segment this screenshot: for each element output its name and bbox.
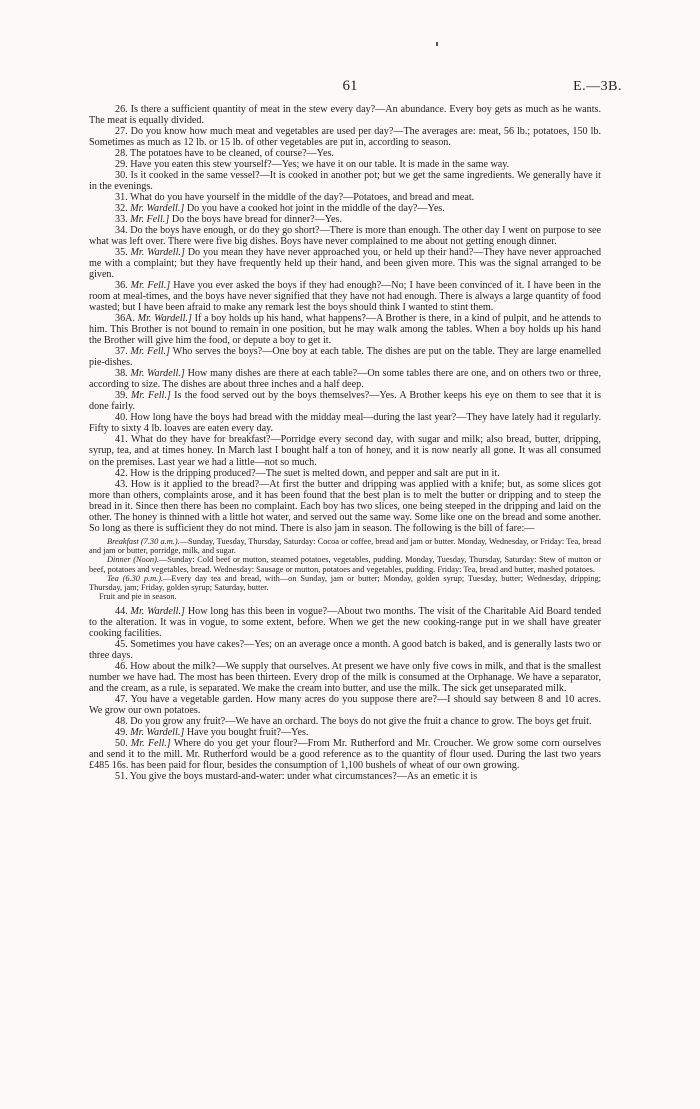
paragraphs-after — [89, 606, 601, 782]
question-number: 48. — [115, 715, 128, 727]
testimony-paragraph — [89, 368, 601, 390]
paragraph-text: Where do you get your flour?—From Mr. Rutherford and Mr. Croucher. We grow some corn ourselves and send it to the mill. Mr. Rutherford would be a good reference as to the quantity of flour used. During the last two years £485 16s. has been paid for flour, besides the consumption of 1,100 bushels of wheat of our own growing. — [89, 737, 602, 771]
question-number: 30. — [115, 170, 128, 182]
question-number: 34. — [115, 225, 128, 237]
bill-note: Fruit and pie in season. — [99, 592, 177, 602]
speaker-name: Mr. Fell.] — [130, 737, 171, 749]
testimony-paragraph — [89, 148, 601, 159]
paragraph-text: What do you have yourself in the middle of the day?—Potatoes, and bread and meat. — [130, 192, 475, 204]
testimony-paragraph — [89, 412, 601, 434]
testimony-paragraph — [89, 247, 601, 280]
bill-of-fare — [89, 537, 601, 602]
speaker-name: Mr. Fell.] — [130, 280, 171, 292]
page-number: 61 — [342, 78, 358, 94]
testimony-paragraph — [89, 727, 601, 738]
paragraph-text: Do you grow any fruit?—We have an orchard. The boys do not give the fruit a chance to grow. The boys get fruit. — [130, 715, 592, 727]
paragraph-text: How many dishes are there at each table?—On some tables there are one, and on others two or three, according to size. The dishes are about three inches and a half deep. — [89, 368, 601, 391]
page-reference: E.—3B. — [573, 79, 622, 94]
question-number: 43. — [115, 478, 128, 490]
paragraph-text: Have you eaten this stew yourself?—Yes; we have it on our table. It is made in the same way. — [130, 159, 510, 171]
question-number: 40. — [115, 412, 128, 424]
question-number: 45. — [115, 638, 128, 650]
speaker-name: Mr. Wardell.] — [130, 247, 185, 259]
meal-text: —Sunday, Tuesday, Thursday, Saturday: Cocoa or coffee, bread and jam or butter. Monday, Wednesday, or Friday: Tea, bread and jam or butter, porridge, milk, and sugar. — [89, 536, 601, 555]
question-number: 44. — [115, 605, 128, 617]
question-number: 49. — [115, 726, 128, 738]
paragraph-text: Is it cooked in the same vessel?—It is cooked in another pot; but we get the same ingredients. We generally have it in the evenings. — [89, 170, 601, 193]
question-number: 35. — [115, 247, 128, 259]
paragraph-text: You give the boys mustard-and-water: under what circumstances?—As an emetic it is — [129, 770, 478, 782]
speaker-name: Mr. Fell.] — [130, 346, 170, 358]
speaker-name: Mr. Fell.] — [130, 390, 171, 402]
testimony-paragraph — [89, 225, 601, 247]
testimony-paragraph — [89, 280, 601, 313]
speaker-name: Mr. Wardell.] — [130, 203, 185, 215]
scan-mark — [436, 42, 438, 46]
meal-label: Breakfast (7.30 a.m.). — [107, 536, 180, 546]
question-number: 46. — [115, 660, 128, 672]
speaker-name: Mr. Fell.] — [130, 214, 170, 226]
paragraph-text: How is it applied to the bread?—At first the butter and dripping was applied with a knife; but, as some slices got more than others, complaints arose, and it has been found that the best plan is to melt the butter or dripping and to steep the bread in it. Since then there has been no complaint. Each boy has two slices, one being steeped in the dripping and laid on the other. The honey is thinned with a little hot water, and served out the same way. Some like one on the bread and some another. So long as there is sufficient they do not mind. There is also jam in season. The following is the bill of fare:— — [89, 478, 601, 534]
testimony-paragraph — [89, 434, 601, 467]
paragraph-text: How long has this been in vogue?—About two months. The visit of the Charitable Aid Board tended to the alteration. It was in vogue, to some extent, before. When we get the new cooking-range put in we shall have greater cooking facilities. — [89, 605, 602, 639]
question-number: 26. — [115, 104, 128, 115]
testimony-paragraph — [89, 192, 601, 203]
paragraph-text: Have you ever asked the boys if they had enough?—No; I have been convinced of it. I have been in the room at meal-times, and the boys have never signified that they have not had enough. There is always a large quantity of food wasted; but I have been afraid to make any remark lest the boys should think I wanted to stint them. — [89, 280, 602, 314]
paragraph-text: Sometimes you have cakes?—Yes; on an average once a month. A good batch is baked, and is generally lasts two or three days. — [89, 638, 602, 661]
paragraph-text: Is there a sufficient quantity of meat in the stew every day?—An abundance. Every boy gets as much as he wants. The meat is equally divided. — [89, 104, 602, 127]
question-number: 36A. — [115, 313, 135, 325]
paragraph-text: Who serves the boys?—One boy at each table. The dishes are put on the table. They are large enamelled pie-dishes. — [89, 346, 601, 369]
testimony-paragraph — [89, 661, 601, 694]
paragraph-text: Do you know how much meat and vegetables are used per day?—The averages are: meat, 56 lb.; potatoes, 150 lb. Sometimes as much as 12 lb. or 15 lb. of other vegetables are put in, according to season. — [89, 126, 602, 149]
paragraph-text: How about the milk?—We supply that ourselves. At present we have only five cows in milk, and that is the smallest number we have had. The most has been thirteen. Every drop of the milk is consumed at the Orphanage. We have a separator, and the cream, as a rule, is separated. We make the cream into butter, and use the milk. The sick get unseparated milk. — [89, 660, 602, 694]
meal-label: Tea (6.30 p.m.). — [107, 573, 164, 583]
question-number: 38. — [115, 368, 128, 380]
meal-text: —Every day tea and bread, with—on Sunday, jam or butter; Monday, golden syrup; Tuesday, butter; Wednesday, dripping; Thursday, jam; Friday, golden syrup; Saturday, butter. — [89, 573, 601, 593]
testimony-paragraph — [89, 313, 601, 346]
paragraph-text: Have you bought fruit?—Yes. — [186, 726, 309, 738]
speaker-name: Mr. Wardell.] — [130, 726, 185, 738]
testimony-paragraph — [89, 771, 601, 782]
testimony-paragraph — [89, 468, 601, 479]
testimony-paragraph — [89, 716, 601, 727]
paragraph-text: Do you have a cooked hot joint in the middle of the day?—Yes. — [186, 203, 445, 215]
question-number: 28. — [115, 148, 128, 160]
meal-label: Dinner (Noon). — [107, 555, 159, 565]
question-number: 41. — [115, 434, 128, 446]
paragraph-text: Do the boys have enough, or do they go short?—There is more than enough. The other day I went on purpose to see what was left over. There were five big dishes. Boys have never complained to me about not getting enough dinner. — [89, 225, 602, 248]
paragraph-text: Do you mean they have never approached you, or held up their hand?—They have never approached me with a complaint; but they have frequently held up their hand, and been given more. This was the signal arranged to be given. — [89, 247, 602, 281]
question-number: 32. — [115, 203, 128, 215]
question-number: 31. — [115, 192, 128, 204]
meal-entry — [89, 555, 601, 574]
speaker-name: Mr. Wardell.] — [130, 605, 185, 617]
testimony-paragraph — [89, 738, 601, 771]
question-number: 37. — [115, 346, 128, 358]
question-number: 51. — [115, 770, 128, 782]
paragraph-text: If a boy holds up his hand, what happens?—A Brother is there, in a kind of pulpit, and he attends to him. This Brother is not bound to remain in one position, but he may walk among the tables. When a boy holds up his hand the Brother will give him the food, or depute a boy to get it. — [89, 313, 602, 347]
testimony-paragraph — [89, 639, 601, 661]
testimony-paragraph — [89, 390, 601, 412]
meal-entry — [89, 537, 601, 556]
testimony-paragraph — [89, 606, 601, 639]
testimony-paragraph — [89, 170, 601, 192]
testimony-paragraph — [89, 479, 601, 534]
question-number: 36. — [115, 280, 128, 292]
question-number: 33. — [115, 214, 128, 226]
testimony-paragraph — [89, 694, 601, 716]
meal-entry — [89, 574, 601, 593]
testimony-paragraph — [89, 104, 601, 126]
paragraph-text: How is the dripping produced?—The suet is melted down, and pepper and salt are put in it. — [130, 467, 500, 479]
document-body — [89, 104, 601, 782]
meal-text: —Sunday: Cold beef or mutton, steamed potatoes, vegetables, pudding. Monday, Tuesday, Thursday, Saturday: Stew of mutton or beef, potatoes and vegetables, bread. Wednesday: Sausage or mutton, potatoes and vegetables, pudding. Friday: Tea, bread and butter, mashed potatoes. — [89, 555, 601, 574]
question-number: 39. — [115, 390, 128, 402]
paragraph-text: You have a vegetable garden. How many acres do you suppose there are?—I should say between 8 and 10 acres. We grow our own potatoes. — [89, 693, 601, 716]
question-number: 29. — [115, 159, 128, 171]
bill-items — [89, 537, 601, 593]
question-number: 27. — [115, 126, 128, 138]
question-number: 42. — [115, 467, 128, 479]
speaker-name: Mr. Wardell.] — [137, 313, 192, 325]
testimony-paragraph — [89, 346, 601, 368]
paragraph-text: How long have the boys had bread with the midday meal—during the last year?—They have lately had it regularly. Fifty to sixty 4 lb. loaves are eaten every day. — [89, 412, 602, 435]
testimony-paragraph — [89, 126, 601, 148]
paragraph-text: The potatoes have to be cleaned, of course?—Yes. — [130, 148, 334, 160]
testimony-paragraph — [89, 214, 601, 225]
question-number: 47. — [115, 693, 128, 705]
paragraph-text: Do the boys have bread for dinner?—Yes. — [171, 214, 343, 226]
paragraph-text: Is the food served out by the boys themselves?—Yes. A Brother keeps his eye on them to see that it is done fairly. — [89, 390, 602, 413]
question-number: 50. — [115, 737, 128, 749]
speaker-name: Mr. Wardell.] — [130, 368, 185, 380]
testimony-paragraph — [89, 159, 601, 170]
testimony-paragraph — [89, 203, 601, 214]
paragraph-text: What do they have for breakfast?—Porridge every second day, with sugar and milk; also bread, butter, dripping, syrup, tea, and at times honey. In March last I bought half a ton of honey, and it is now nearly all gone. It was all consumed on the premises. Last year we had a little—not so much. — [89, 434, 601, 468]
paragraphs-before — [89, 104, 601, 534]
